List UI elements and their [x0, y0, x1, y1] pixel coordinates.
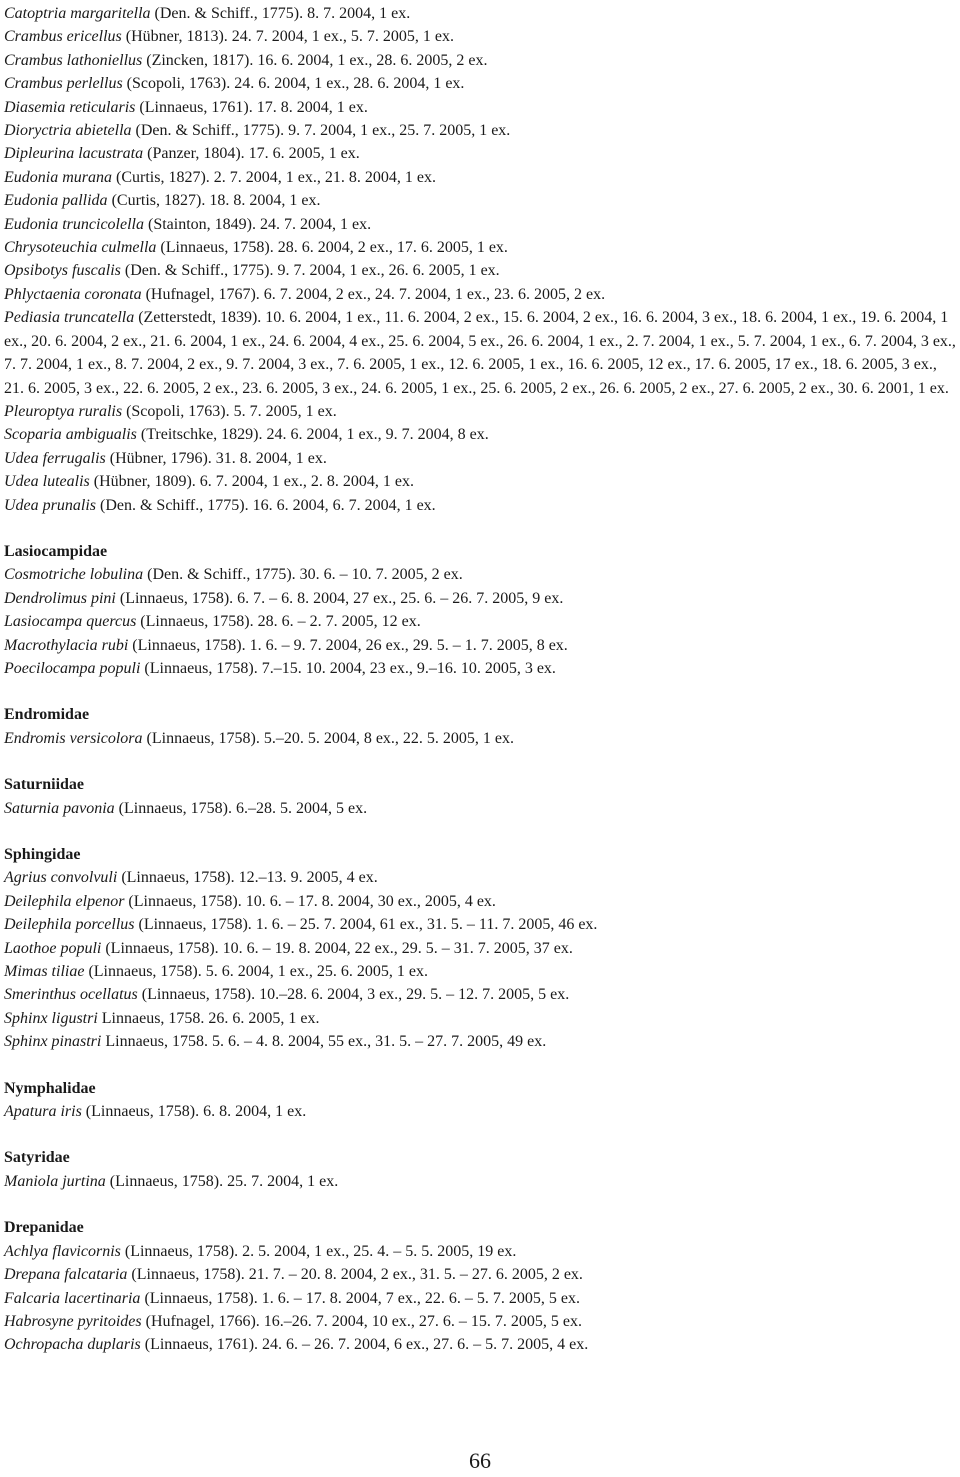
species-record: (Linnaeus, 1758). 10. 6. – 19. 8. 2004, 22 ex., 29. 5. – 31. 7. 2005, 37 ex. [101, 939, 573, 957]
species-entry [4, 2, 956, 25]
species-record: (Linnaeus, 1758). 7.–15. 10. 2004, 23 ex., 9.–16. 10. 2005, 3 ex. [140, 659, 556, 677]
species-record: (Hübner, 1809). 6. 7. 2004, 1 ex., 2. 8. 2004, 1 ex. [89, 473, 414, 491]
species-name: Sphinx pinastri [4, 1033, 102, 1051]
species-entry [4, 259, 956, 282]
species-record: (Linnaeus, 1758). 5.–20. 5. 2004, 8 ex., 22. 5. 2005, 1 ex. [142, 729, 515, 747]
species-name: Macrothylacia rubi [4, 636, 129, 654]
species-name: Pleuroptya ruralis [4, 402, 123, 420]
species-entry [4, 283, 956, 306]
species-record: (Linnaeus, 1758). 5. 6. 2004, 1 ex., 25. 6. 2005, 1 ex. [84, 963, 428, 981]
species-entry [4, 213, 956, 236]
species-name: Eudonia truncicolella [4, 215, 144, 233]
species-entry [4, 937, 956, 960]
species-entry [4, 1287, 956, 1310]
species-record: (Linnaeus, 1758). 25. 7. 2004, 1 ex. [105, 1172, 339, 1190]
species-entry [4, 400, 956, 423]
species-name: Dipleurina lacustrata [4, 145, 144, 163]
species-name: Udea ferrugalis [4, 449, 106, 467]
species-entry [4, 634, 956, 657]
family-heading: Endromidae [4, 706, 90, 724]
species-name: Phlyctaenia coronata [4, 285, 142, 303]
species-record: Linnaeus, 1758. 5. 6. – 4. 8. 2004, 55 ex., 31. 5. – 27. 7. 2005, 49 ex. [101, 1033, 547, 1051]
species-entry [4, 119, 956, 142]
species-name: Opsibotys fuscalis [4, 262, 121, 280]
species-name: Poecilocampa populi [4, 659, 141, 677]
species-entry [4, 1310, 956, 1333]
species-entry [4, 236, 956, 259]
species-name: Laothoe populi [4, 939, 102, 957]
species-entry [4, 96, 956, 119]
species-name: Ochropacha duplaris [4, 1336, 141, 1354]
pyralidae-continuation-list [4, 2, 956, 517]
family-heading: Drepanidae [4, 1219, 84, 1237]
species-record: (Den. & Schiff., 1775). 16. 6. 2004, 6. 7. 2004, 1 ex. [96, 496, 436, 514]
species-entry [4, 1170, 956, 1193]
family-heading: Saturniidae [4, 776, 85, 794]
species-record: (Linnaeus, 1758). 6.–28. 5. 2004, 5 ex. [114, 799, 368, 817]
species-record: (Hufnagel, 1766). 16.–26. 7. 2004, 10 ex., 27. 6. – 15. 7. 2005, 5 ex. [141, 1312, 582, 1330]
species-name: Pediasia truncatella [4, 309, 135, 327]
species-record: (Linnaeus, 1758). 21. 7. – 20. 8. 2004, 2 ex., 31. 5. – 27. 6. 2005, 2 ex. [127, 1266, 583, 1284]
species-record: (Linnaeus, 1758). 2. 5. 2004, 1 ex., 25. 4. – 5. 5. 2005, 19 ex. [120, 1242, 517, 1260]
species-name: Achlya flavicornis [4, 1242, 121, 1260]
species-record: (Linnaeus, 1758). 10. 6. – 17. 8. 2004, 30 ex., 2005, 4 ex. [124, 892, 496, 910]
species-record: (Linnaeus, 1761). 24. 6. – 26. 7. 2004, 6 ex., 27. 6. – 5. 7. 2005, 4 ex. [140, 1336, 589, 1354]
species-name: Crambus perlellus [4, 75, 123, 93]
family-section [4, 843, 956, 1054]
species-record: (Den. & Schiff., 1775). 30. 6. – 10. 7. 2005, 2 ex. [143, 566, 463, 584]
species-record: (Linnaeus, 1758). 6. 7. – 6. 8. 2004, 27 ex., 25. 6. – 26. 7. 2005, 9 ex. [115, 589, 564, 607]
family-section [4, 1077, 956, 1124]
species-record: (Den. & Schiff., 1775). 8. 7. 2004, 1 ex. [150, 5, 411, 22]
species-entry [4, 866, 956, 889]
species-name: Mimas tiliae [4, 963, 85, 981]
species-record: (Linnaeus, 1758). 28. 6. 2004, 2 ex., 17. 6. 2005, 1 ex. [156, 239, 508, 257]
page-number: 66 [469, 1448, 491, 1473]
species-name: Catoptria margaritella [4, 5, 151, 22]
species-record: (Linnaeus, 1758). 1. 6. – 9. 7. 2004, 26 ex., 29. 5. – 1. 7. 2005, 8 ex. [128, 636, 568, 654]
species-entry [4, 470, 956, 493]
species-entry [4, 610, 956, 633]
species-name: Deilephila elpenor [4, 892, 125, 910]
species-record: (Panzer, 1804). 17. 6. 2005, 1 ex. [143, 145, 360, 163]
species-record: Linnaeus, 1758. 26. 6. 2005, 1 ex. [97, 1009, 320, 1027]
species-name: Cosmotriche lobulina [4, 566, 144, 584]
species-name: Eudonia murana [4, 168, 112, 186]
species-name: Apatura iris [4, 1103, 82, 1121]
species-name: Chrysoteuchia culmella [4, 239, 157, 257]
family-heading: Nymphalidae [4, 1079, 96, 1097]
species-entry [4, 142, 956, 165]
species-entry [4, 797, 956, 820]
species-name: Endromis versicolora [4, 729, 143, 747]
species-entry [4, 1100, 956, 1123]
species-record: (Curtis, 1827). 18. 8. 2004, 1 ex. [107, 192, 321, 210]
species-entry [4, 72, 956, 95]
species-entry [4, 306, 956, 400]
species-record: (Scopoli, 1763). 24. 6. 2004, 1 ex., 28. 6. 2004, 1 ex. [122, 75, 465, 93]
family-heading: Sphingidae [4, 846, 81, 863]
species-name: Scoparia ambigualis [4, 426, 137, 444]
species-entry [4, 166, 956, 189]
species-entry [4, 727, 956, 750]
family-heading: Lasiocampidae [4, 542, 108, 560]
species-entry [4, 1007, 956, 1030]
species-entry [4, 960, 956, 983]
species-entry [4, 1333, 956, 1356]
species-record: (Treitschke, 1829). 24. 6. 2004, 1 ex., 9. 7. 2004, 8 ex. [136, 426, 489, 444]
species-name: Udea lutealis [4, 473, 90, 491]
species-record: (Curtis, 1827). 2. 7. 2004, 1 ex., 21. 8. 2004, 1 ex. [112, 168, 436, 186]
species-name: Falcaria lacertinaria [4, 1289, 141, 1307]
species-entry [4, 447, 956, 470]
species-entry [4, 913, 956, 936]
species-record: (Den. & Schiff., 1775). 9. 7. 2004, 1 ex., 26. 6. 2005, 1 ex. [120, 262, 500, 280]
species-name: Eudonia pallida [4, 192, 108, 210]
family-heading: Satyridae [4, 1149, 70, 1167]
species-entry [4, 657, 956, 680]
species-record: (Zetterstedt, 1839). 10. 6. 2004, 1 ex., 11. 6. 2004, 2 ex., 15. 6. 2004, 2 ex., 16. 6. 2004, 3 ex., 18. 6. 2004, 1 ex., 19. 6. 2004, 1 ex., 20. 6. 2004, 2 ex., 21. 6. 2004, 1 ex., 24. 6. 2004, 4 ex., 25. 6. 2004, 5 ex., 26. 6. 2004, 1 ex., 2. 7. 2004, 1 ex., 5. 7. 2004, 1 ex., 6. 7. 2004, 3 ex., 7. 7. 2004, 1 ex., 8. 7. 2004, 2 ex., 9. 7. 2004, 3 ex., 7. 6. 2005, 1 ex., 12. 6. 2005, 1 ex., 16. 6. 2005, 12 ex., 17. 6. 2005, 17 ex., 18. 6. 2005, 3 ex., 21. 6. 2005, 3 ex., 22. 6. 2005, 2 ex., 23. 6. 2005, 3 ex., 24. 6. 2005, 1 ex., 25. 6. 2005, 2 ex., 26. 6. 2005, 2 ex., 27. 6. 2005, 2 ex., 30. 6. 2001, 1 ex. [4, 309, 956, 397]
species-entry [4, 563, 956, 586]
species-name: Drepana falcataria [4, 1266, 128, 1284]
species-entry [4, 189, 956, 212]
species-record: (Linnaeus, 1761). 17. 8. 2004, 1 ex. [135, 98, 368, 116]
species-name: Maniola jurtina [4, 1172, 106, 1190]
species-entry [4, 587, 956, 610]
species-record: (Scopoli, 1763). 5. 7. 2005, 1 ex. [122, 402, 337, 420]
species-record: (Linnaeus, 1758). 28. 6. – 2. 7. 2005, 12 ex. [136, 613, 421, 631]
species-entry [4, 1240, 956, 1263]
species-entry [4, 49, 956, 72]
species-name: Udea prunalis [4, 496, 96, 514]
species-record: (Stainton, 1849). 24. 7. 2004, 1 ex. [143, 215, 372, 233]
species-entry [4, 25, 956, 48]
species-record: (Linnaeus, 1758). 12.–13. 9. 2005, 4 ex. [117, 869, 378, 887]
species-record: (Hübner, 1813). 24. 7. 2004, 1 ex., 5. 7. 2005, 1 ex. [121, 28, 454, 46]
species-record: (Zincken, 1817). 16. 6. 2004, 1 ex., 28. 6. 2005, 2 ex. [142, 51, 488, 69]
species-name: Crambus lathoniellus [4, 51, 143, 69]
species-entry [4, 983, 956, 1006]
family-sections [4, 540, 956, 1357]
species-name: Smerinthus ocellatus [4, 986, 138, 1004]
species-record: (Den. & Schiff., 1775). 9. 7. 2004, 1 ex., 25. 7. 2005, 1 ex. [131, 122, 511, 140]
species-record: (Linnaeus, 1758). 10.–28. 6. 2004, 3 ex., 29. 5. – 12. 7. 2005, 5 ex. [137, 986, 570, 1004]
family-section [4, 1146, 956, 1193]
family-section [4, 773, 956, 820]
species-name: Saturnia pavonia [4, 799, 115, 817]
species-entry [4, 1263, 956, 1286]
species-name: Lasiocampa quercus [4, 613, 137, 631]
species-name: Dioryctria abietella [4, 122, 132, 140]
species-name: Diasemia reticularis [4, 98, 136, 116]
species-entry [4, 1030, 956, 1053]
species-name: Agrius convolvuli [4, 869, 118, 887]
species-record: (Linnaeus, 1758). 6. 8. 2004, 1 ex. [81, 1103, 307, 1121]
family-section [4, 703, 956, 750]
species-record: (Linnaeus, 1758). 1. 6. – 17. 8. 2004, 7 ex., 22. 6. – 5. 7. 2005, 5 ex. [140, 1289, 580, 1307]
species-record: (Hufnagel, 1767). 6. 7. 2004, 2 ex., 24. 7. 2004, 1 ex., 23. 6. 2005, 2 ex. [141, 285, 606, 303]
species-entry [4, 423, 956, 446]
family-section [4, 540, 956, 680]
species-name: Habrosyne pyritoides [4, 1312, 142, 1330]
document-body [4, 2, 956, 1357]
species-entry [4, 494, 956, 517]
species-entry [4, 890, 956, 913]
family-section [4, 1216, 956, 1356]
species-name: Sphinx ligustri [4, 1009, 98, 1027]
species-record: (Linnaeus, 1758). 1. 6. – 25. 7. 2004, 61 ex., 31. 5. – 11. 7. 2005, 46 ex. [134, 916, 598, 934]
species-name: Deilephila porcellus [4, 916, 135, 934]
species-record: (Hübner, 1796). 31. 8. 2004, 1 ex. [105, 449, 327, 467]
species-name: Crambus ericellus [4, 28, 122, 46]
species-name: Dendrolimus pini [4, 589, 116, 607]
